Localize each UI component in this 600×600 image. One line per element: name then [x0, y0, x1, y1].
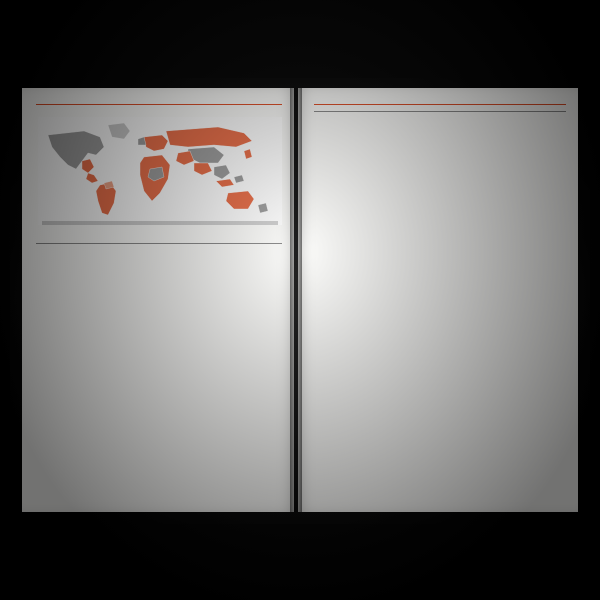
- col-country: [36, 241, 102, 244]
- right-country-table: [314, 109, 566, 112]
- timezone-scale-bottom: [38, 229, 282, 234]
- col-capital: [102, 241, 159, 244]
- col-country: [314, 109, 382, 112]
- header-rule: [314, 104, 566, 105]
- col-currency: [213, 241, 282, 244]
- book-gutter: [290, 88, 302, 512]
- table-header-row: [36, 241, 282, 244]
- open-book: [22, 88, 578, 512]
- world-timezone-map: [38, 109, 282, 237]
- col-currency: [495, 109, 566, 112]
- left-page: [22, 88, 294, 512]
- col-code: [475, 109, 495, 112]
- right-page: [298, 88, 578, 512]
- table-header-row: [314, 109, 566, 112]
- timezone-scale-top: [38, 109, 282, 114]
- col-capital: [382, 109, 440, 112]
- left-country-table: [36, 241, 282, 244]
- col-population: [159, 241, 193, 244]
- world-map-svg: [38, 117, 282, 225]
- col-population: [440, 109, 475, 112]
- col-code: [193, 241, 213, 244]
- header-rule: [36, 104, 282, 105]
